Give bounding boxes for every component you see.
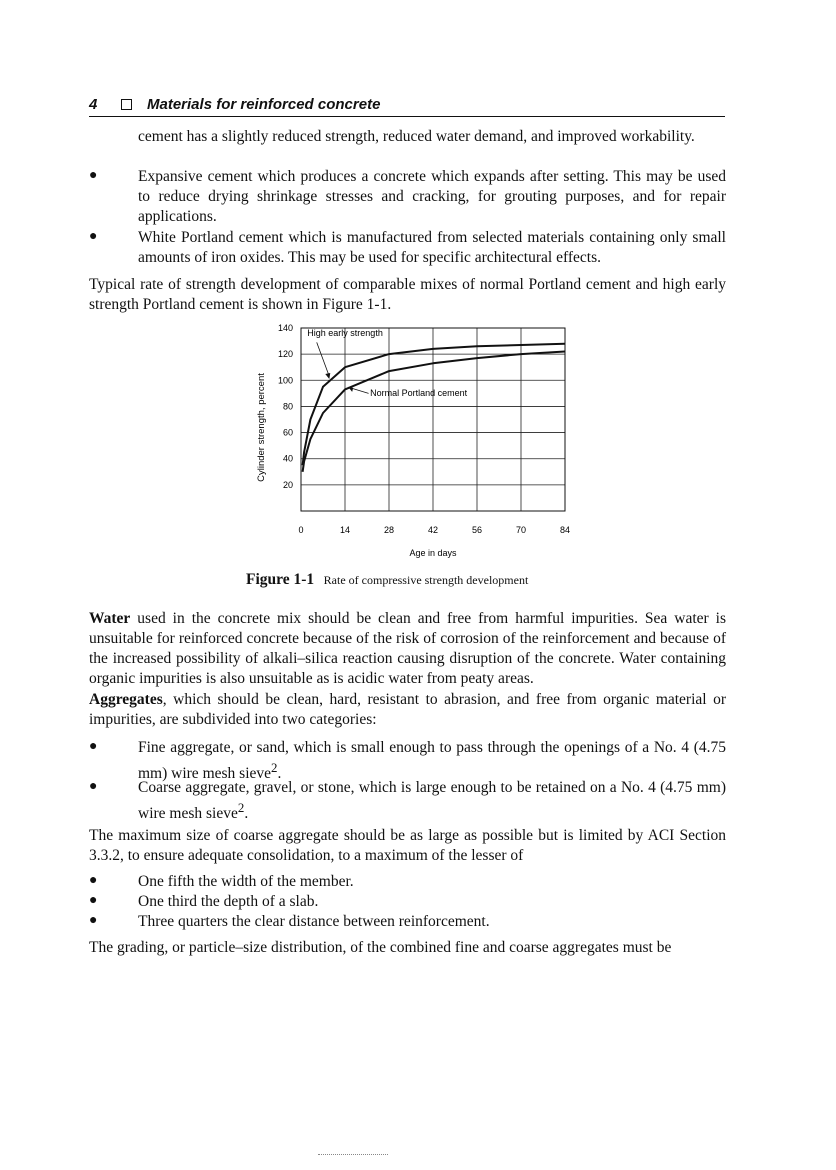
- intro-paragraph: Typical rate of strength development of comparable mixes of normal Portland cement and high early strength Portland cement is shown in Figure 1-1.: [89, 276, 726, 313]
- y-tick-label: 60: [282, 427, 293, 438]
- y-tick-label: 100: [277, 375, 293, 386]
- annotation-arrowhead: [325, 373, 330, 379]
- bullet-icon: ●: [89, 739, 98, 754]
- cement-continuation: cement has a slightly reduced strength, reduced water demand, and improved workability.: [138, 128, 695, 145]
- bullet-icon: ●: [89, 913, 98, 928]
- y-axis-label: Cylinder strength, percent: [256, 373, 267, 482]
- list-item-end: .: [244, 805, 249, 823]
- list-item-end: .: [277, 765, 282, 783]
- max-size-paragraph: The maximum size of coarse aggregate should be as large as possible but is limited by ACI Section 3.3.2, to ensure adequate consolidation, to a maximum of the lesser of: [89, 827, 726, 864]
- chapter-title: Materials for reinforced concrete: [147, 96, 381, 113]
- y-tick-label: 140: [277, 323, 293, 333]
- list-item-text: Coarse aggregate, gravel, or stone, which is large enough to be retained on a No. 4 (4.75 mm) wire mesh sieve: [138, 779, 726, 823]
- x-tick-label: 0: [298, 525, 304, 535]
- scan-artifact: [318, 1154, 388, 1155]
- page-number: 4: [89, 96, 98, 113]
- strength-chart: [240, 318, 600, 563]
- y-tick-label: 20: [282, 479, 293, 490]
- aggregates-paragraph: [89, 690, 726, 730]
- list-item-text: Fine aggregate, or sand, which is small enough to pass through the openings of a No. 4 (4.75 mm) wire mesh sieve: [138, 739, 726, 783]
- water-text: used in the concrete mix should be clean and free from harmful impurities. Sea water is unsuitable for reinforced concrete because of the risk of corrosion of the reinforcement and because of the increased possibility of alkali–silica reaction causing disruption of the concrete. Water containing organic impurities is also unsuitable as is acidic water from peaty areas.: [89, 610, 726, 687]
- running-header: [89, 94, 725, 117]
- list-item: One third the depth of a slab.: [138, 893, 319, 910]
- bullet-icon: ●: [89, 168, 98, 183]
- aggregates-text: , which should be clean, hard, resistant to abrasion, and free from organic material or impurities, are subdivided into two categories:: [89, 691, 726, 728]
- annotation-label: Normal Portland cement: [370, 387, 468, 398]
- bullet-icon: ●: [89, 229, 98, 244]
- header-box-symbol: [121, 99, 132, 110]
- y-tick-label: 80: [282, 401, 293, 412]
- list-item: One fifth the width of the member.: [138, 873, 354, 890]
- bullet-icon: ●: [89, 873, 98, 888]
- annotation-leader: [317, 342, 330, 376]
- list-item: [138, 778, 726, 824]
- x-tick-label: 14: [339, 525, 351, 535]
- x-tick-label: 28: [383, 525, 395, 535]
- x-axis-label: Age in days: [409, 548, 457, 558]
- figure-caption-text: Rate of compressive strength development: [323, 573, 529, 587]
- water-paragraph: [89, 609, 726, 689]
- aggregates-term: Aggregates: [89, 691, 163, 708]
- figure-caption: [246, 571, 646, 589]
- list-item: Three quarters the clear distance between reinforcement.: [138, 913, 490, 930]
- annotation-label: High early strength: [307, 327, 383, 338]
- grading-paragraph: The grading, or particle–size distribution, of the combined fine and coarse aggregates must be: [89, 939, 672, 956]
- footnote-ref: 2: [237, 800, 245, 815]
- list-item: Expansive cement which produces a concrete which expands after setting. This may be used to reduce drying shrinkage stresses and cracking, for grouting purposes, and for repair applications.: [138, 168, 726, 225]
- footnote-ref: 2: [271, 760, 278, 775]
- water-term: Water: [89, 610, 131, 627]
- bullet-icon: ●: [89, 893, 98, 908]
- x-tick-label: 42: [427, 525, 439, 535]
- annotation-arrowhead: [348, 387, 353, 392]
- y-tick-label: 40: [282, 453, 293, 464]
- x-tick-label: 84: [559, 525, 571, 535]
- series-line-0: [303, 344, 565, 466]
- x-tick-label: 70: [515, 525, 527, 535]
- bullet-icon: ●: [89, 779, 98, 794]
- x-tick-label: 56: [471, 525, 483, 535]
- y-tick-label: 120: [277, 349, 293, 360]
- list-item: White Portland cement which is manufactured from selected materials containing only small amounts of iron oxides. This may be used for specific architectural effects.: [138, 229, 726, 266]
- figure-label: Figure 1-1: [246, 571, 315, 588]
- annotation-leader: [351, 388, 368, 393]
